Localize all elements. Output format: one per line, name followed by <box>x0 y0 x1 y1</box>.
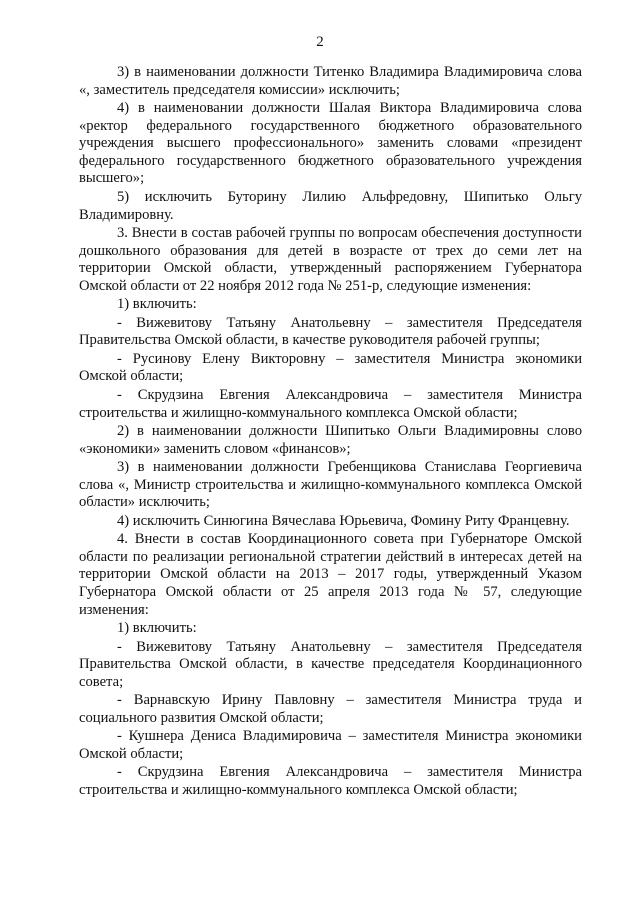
paragraph: 5) исключить Буторину Лилию Альфредовну, Шипитько Ольгу Владимировну. <box>79 188 582 223</box>
page-number: 2 <box>316 34 324 50</box>
paragraph: - Варнавскую Ирину Павловну – заместителя Министра труда и социального развития Омской области; <box>79 692 582 726</box>
paragraph: - Скрудзина Евгения Александровича – заместителя Министра строительства и жилищно-коммунального комплекса Омской области; <box>79 386 582 421</box>
paragraph: - Вижевитову Татьяну Анатольевну – заместителя Председателя Правительства Омской области, в качестве руководителя рабочей группы; <box>79 314 582 349</box>
paragraph: - Вижевитову Татьяну Анатольевну – заместителя Председателя Правительства Омской области, в качестве председателя Координационного совета; <box>79 638 582 690</box>
paragraph: 3) в наименовании должности Титенко Владимира Владимировича слова «, заместитель председателя комиссии» исключить; <box>79 64 582 98</box>
paragraph: 4. Внести в состав Координационного совета при Губернаторе Омской области по реализации региональной стратегии действий в интересах детей на территории Омской области на 2013 – 2017 годы, утвержденный Указом Губернатора Омской области от 25 апреля 2013 года № 57, следующие изменения: <box>79 531 582 618</box>
paragraph: 1) включить: <box>117 296 197 313</box>
paragraph: 4) в наименовании должности Шалая Виктора Владимировича слова «ректор федерального государственного бюджетного образовательного учреждения высшего профессионального» заменить словами «президент федерального государственного бюджетного образовательного учреждения высшего»; <box>79 100 582 187</box>
paragraph: - Кушнера Дениса Владимировича – заместителя Министра экономики Омской области; <box>79 728 582 762</box>
paragraph: - Скрудзина Евгения Александровича – заместителя Министра строительства и жилищно-коммунального комплекса Омской области; <box>79 764 582 798</box>
paragraph: 2) в наименовании должности Шипитько Ольги Владимировны слово «экономики» заменить словом «финансов»; <box>79 423 582 457</box>
paragraph: 1) включить: <box>117 620 197 637</box>
document-body <box>79 64 582 800</box>
paragraph: - Русинову Елену Викторовну – заместителя Министра экономики Омской области; <box>79 350 582 385</box>
paragraph: 3) в наименовании должности Гребенщикова Станислава Георгиевича слова «, Министр строительства и жилищно-коммунального комплекса Омской области» исключить; <box>79 459 582 511</box>
paragraph: 4) исключить Синюгина Вячеслава Юрьевича, Фомину Риту Францевну. <box>117 512 570 529</box>
paragraph: 3. Внести в состав рабочей группы по вопросам обеспечения доступности дошкольного образования для детей в возрасте от трех до семи лет на территории Омской области, утвержденный распоряжением Губернатора Омской области от 22 ноября 2012 года № 251-р, следующие изменения: <box>79 225 582 294</box>
